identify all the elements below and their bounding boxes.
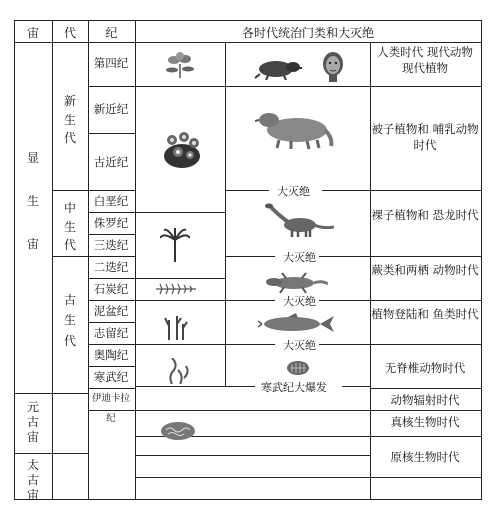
flower-icon (160, 50, 200, 80)
era-mesozoic: 中生代 (63, 201, 76, 253)
mole-icon (252, 56, 302, 80)
age-fern-amphibian: 蕨类和两栖 动物时代 (371, 263, 479, 277)
cambrian-explosion-label: 寒武纪大爆发 (258, 379, 330, 395)
flowering-plant-icon (160, 128, 204, 170)
fish-icon (258, 313, 334, 335)
trilobite-icon (286, 360, 310, 376)
extinction-label-4: 大灭绝 (280, 337, 319, 353)
period-cretaceous: 白垩纪 (93, 194, 129, 208)
human-face-icon (320, 50, 346, 82)
period-ordovician: 奥陶纪 (93, 348, 129, 362)
period-silurian: 志留纪 (93, 326, 129, 340)
dinosaur-icon (262, 203, 334, 237)
period-neogene: 新近纪 (93, 102, 129, 116)
age-animal-radiation: 动物辐射时代 (390, 393, 460, 407)
era-cenozoic: 新生代 (63, 94, 76, 146)
amphibian-icon (266, 272, 328, 294)
stromatolite-icon (160, 420, 196, 440)
extinction-label-3: 大灭绝 (280, 293, 319, 309)
age-human: 人类时代 现代动物 现代植物 (377, 45, 473, 75)
period-jurassic: 侏罗纪 (93, 216, 129, 230)
age-invertebrate: 无脊椎动物时代 (384, 361, 466, 375)
age-dinosaur: 裸子植物和 恐龙时代 (371, 208, 479, 222)
header-eon: 宙 (26, 26, 39, 40)
period-permian: 二迭纪 (93, 260, 129, 274)
period-ediacaran: 伊迪卡拉纪 (91, 393, 130, 424)
age-eukaryote: 真核生物时代 (390, 415, 460, 429)
era-paleozoic: 古生代 (63, 293, 76, 348)
period-cambrian: 寒武纪 (93, 370, 129, 384)
header-era: 代 (63, 26, 76, 40)
extinction-label-1: 大灭绝 (274, 183, 313, 199)
age-fish: 植物登陆和 鱼类时代 (371, 307, 479, 321)
eon-archean: 太古宙 (26, 458, 39, 502)
period-devonian: 泥盆纪 (93, 304, 129, 318)
eon-phanerozoic: 显生宙 (26, 151, 39, 252)
fern-icon (156, 282, 196, 296)
mammal-icon (255, 108, 335, 150)
period-carboniferous: 石炭纪 (93, 282, 129, 296)
age-mammal: 被子植物和 哺乳动物时代 (371, 122, 479, 152)
eon-proterozoic: 元古宙 (26, 400, 39, 444)
period-paleogene: 古近纪 (93, 155, 129, 169)
period-triassic: 三迭纪 (93, 238, 129, 252)
header-title: 各时代统治门类和大灭绝 (241, 26, 374, 40)
cycad-tree-icon (160, 228, 190, 262)
header-period: 纪 (105, 26, 118, 40)
age-prokaryote: 原核生物时代 (390, 450, 460, 464)
period-quaternary: 第四纪 (93, 56, 129, 70)
early-land-plant-icon (163, 314, 189, 340)
extinction-label-2: 大灭绝 (280, 249, 319, 265)
seaweed-icon (166, 358, 190, 384)
